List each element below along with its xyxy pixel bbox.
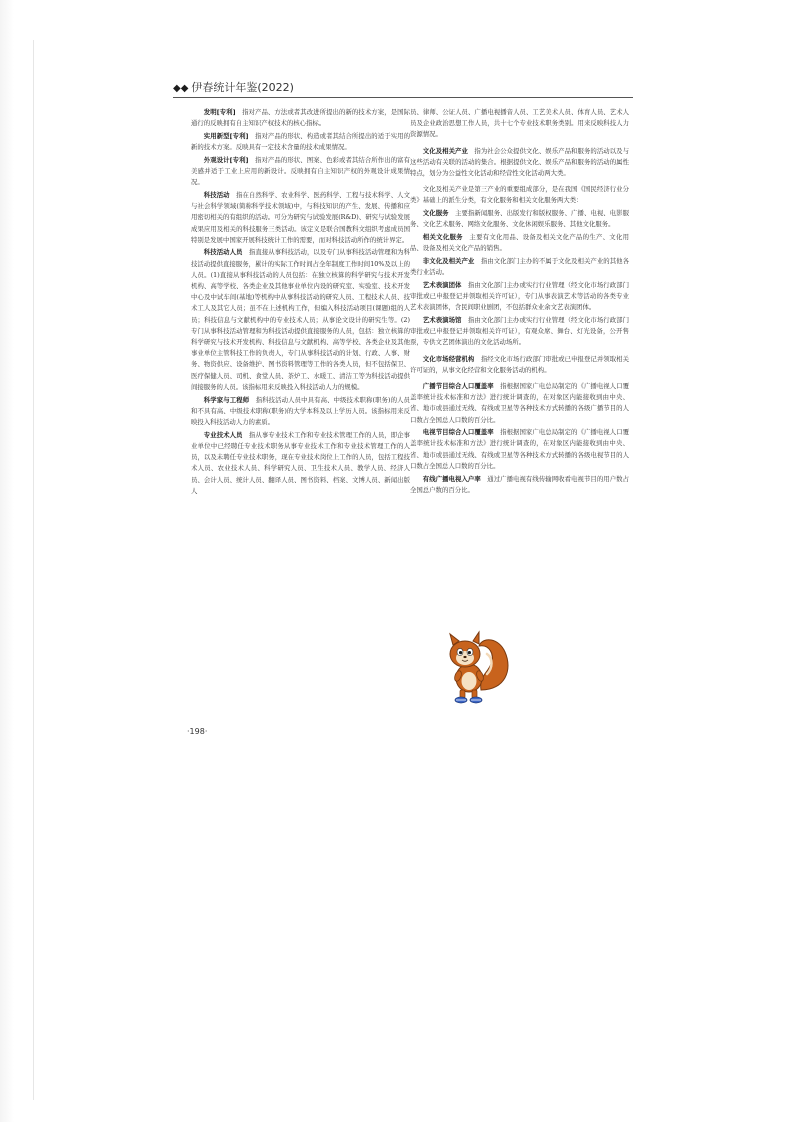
glossary-definition: 指对产品的形状、图案、色彩或者其结合所作出的富有美感并适于工业上应用的新设计。反映拥有自主知识产权的外观设计成果情况。 — [191, 155, 411, 187]
glossary-term: 艺术表演场馆 — [422, 315, 462, 324]
scan-edge-shadow — [0, 0, 14, 1122]
glossary-definition: 文化及相关产业是第三产业的重要组成部分，是在我国《国民经济行业分类》基础上的派生分类，有文化服务和相关文化服务两大类： — [410, 185, 629, 205]
glossary-definition: 主要指新闻服务、出版发行和版权服务、广播、电视、电影服务、文化艺术服务、网络文化服务、文化休闲娱乐服务、其他文化服务。 — [410, 209, 630, 229]
glossary-definition: 指经文化市场行政部门审批或已申报登记并领取相关许可证的，从事文化经营和文化服务活动的机构。 — [410, 354, 630, 374]
glossary-definition: 员、律师、公证人员、广播电视播音人员、工艺美术人员、体育人员、艺术人员及企业政治思想工作人员，共十七个专业技术职务类别。用来反映科技人力资源情况。 — [410, 108, 629, 139]
glossary-term: 文化市场经营机构 — [422, 354, 475, 363]
glossary-term: 相关文化服务 — [422, 233, 463, 242]
glossary-term: 科技活动人员 — [203, 248, 243, 257]
glossary-term: 非文化及相关产业 — [422, 256, 475, 265]
glossary-term: 文化及相关产业 — [422, 146, 468, 155]
glossary-definition: 指根据国家广电总局制定的《广播电视人口覆盖率统计技术标准和方法》进行统计调查的，在对象区内能接收到由中央、省、地市或县通过无线、有线或卫星等各种技术方式转播的各级电视节目的人口数占全国总人口数的百分比。 — [410, 428, 630, 470]
glossary-definition: 指从事专业技术工作和专业技术管理工作的人员，即企事业单位中已经聘任专业技术职务从事专业技术工作和专业技术管理工作的人员，以及未聘任专业技术职务，现在专业技术岗位上工作的人员，包括工程技术人员、农业技术人员、科学研究人员、卫生技术人员、教学人员、经济人员、会计人员、统计人员、翻译人员、图书资料、档案、文博人员、新闻出版人 — [191, 430, 411, 495]
glossary-term: 发明[专利] — [203, 108, 236, 116]
glossary-term: 艺术表演团体 — [422, 280, 462, 289]
glossary-entry — [410, 107, 629, 141]
left-text-column — [191, 107, 410, 498]
glossary-definition: 指由文化部门主办或实行行业管理（经文化市场行政部门审批或已申报登记并领取相关许可证），有观众席、舞台、灯光设备，公开售票，专供文艺团体演出的文化活动场所。 — [410, 315, 630, 347]
glossary-term: 有线广播电视入户率 — [422, 474, 481, 483]
glossary-definition: 主要有文化用品、设备及相关文化产品的生产、文化用品、设备及相关文化产品的销售。 — [410, 233, 630, 253]
glossary-term: 电视节目综合人口覆盖率 — [422, 428, 494, 437]
glossary-definition: 指在自然科学、农业科学、医药科学、工程与技术科学、人文与社会科学领域(简称科学技术领域)中，与科技知识的产生、发展、传播和应用密切相关的有组织的活动。可分为研究与试验发展(R&D)、研究与试验发展成果应用及相关的科技服务三类活动。该定义是联合国教科文组织考虑成员国特别是发展中国家开展科技统计工作的需要，而对科技活动所作的统计界定。 — [191, 190, 411, 244]
glossary-definition: 指根据国家广电总局制定的《广播电视人口覆盖率统计技术标准和方法》进行统计调查的，在对象区内能接收到由中央、省、地市或县通过无线、有线或卫星等各种技术方式转播的各级广播节目的人口数占全国总人口数的百分比。 — [410, 381, 630, 424]
glossary-entry — [191, 247, 410, 393]
glossary-entry — [410, 256, 629, 278]
glossary-definition: 指对产品的形状、构造或者其结合所提出的适于实用的新的技术方案。反映具有一定技术含量的技术成果情况。 — [191, 131, 411, 152]
glossary-entry — [410, 184, 629, 206]
glossary-entry — [191, 395, 410, 429]
glossary-definition: 指为社会公众提供文化、娱乐产品和服务的活动以及与这些活动有关联的活动的集合。根据提供文化、娱乐产品和服务的活动的属性特点，划分为公益性文化活动和经营性文化活动两大类。 — [410, 146, 630, 178]
glossary-term: 专业技术人员 — [203, 430, 243, 439]
glossary-entry — [410, 208, 629, 230]
glossary-entry — [191, 155, 410, 189]
diamond-ornament-icon: ◆◆ — [173, 83, 189, 94]
yearbook-title: 伊春统计年鉴(2022) — [191, 81, 294, 94]
glossary-term: 广播节目综合人口覆盖率 — [422, 381, 494, 390]
glossary-entry — [410, 354, 629, 376]
glossary-entry — [191, 430, 410, 497]
glossary-definition: 通过广播电视有线传输网收看电视节目的用户数占全国总户数的百分比。 — [410, 474, 630, 494]
header-rule — [173, 97, 633, 98]
glossary-entry — [410, 381, 629, 426]
running-header — [173, 80, 633, 96]
glossary-entry — [410, 427, 629, 472]
glossary-term: 外观设计[专利] — [203, 155, 249, 164]
glossary-definition: 指直接从事科技活动，以及专门从事科技活动管理和为科技活动提供直接服务，累计的实际工作时间占全年制度工作时间10%及以上的人员。(1)直接从事科技活动的人员包括：在独立核算的科学研究与技术开发机构、高等学校、各类企业及其他事业单位内设的研究室、实验室、技术开发中心及中试车间(基地)等机构中从事科技活动的研究人员、工程技术人员、技术工人及其它人员；虽不在上述机构工作，但编入科技活动项目(课题)组的人员；科技信息与文献机构中的专业技术人员；从事论文设计的研究生等。(2)专门从事科技活动管理和为科技活动提供直接服务的人员，包括：独立核算的科学研究与技术开发机构、科技信息与文献机构、高等学校、各类企业及其他事业单位主管科技工作的负责人，专门从事科技活动的计划、行政、人事、财务、物资供应、设备维护、图书资料管理等工作的各类人员，但不包括保卫、医疗保健人员、司机、食堂人员、茶炉工、水暖工、清洁工等为科技活动提供间接服务的人员。该指标用来反映投入科技活动人力的规模。 — [191, 248, 411, 391]
glossary-definition: 指由文化部门主办或实行行业管理（经文化市场行政部门审批或已申报登记并领取相关许可证），专门从事表演艺术等活动的各类专业艺术表演团体，含民间职业剧团，不包括群众业余文艺表演团体。 — [410, 280, 630, 312]
glossary-entry — [191, 107, 410, 129]
glossary-entry — [191, 131, 410, 153]
glossary-definition: 指科技活动人员中具有高、中级技术职称(职务)的人员和不具有高、中级技术职称(职务)的大学本科及以上学历人员。该指标用来反映投入科技活动人力的素质。 — [191, 395, 410, 426]
glossary-entry — [191, 190, 410, 246]
glossary-entry — [410, 315, 629, 349]
glossary-definition: 指由文化部门主办的不属于文化及相关产业的其他各类行业活动。 — [410, 256, 630, 277]
glossary-entry — [410, 474, 629, 496]
glossary-entry — [410, 232, 629, 254]
binding-edge-line — [33, 40, 34, 1100]
glossary-term: 科技活动 — [203, 190, 230, 199]
glossary-definition: 指对产品、方法或者其改进所提出的新的技术方案，是国际通行的反映拥有自主知识产权技术的核心指标。 — [191, 108, 411, 128]
glossary-term: 实用新型[专利] — [203, 131, 249, 140]
squirrel-mascot-icon — [435, 630, 515, 708]
page-number: ·198· — [187, 727, 208, 736]
right-text-column — [410, 107, 629, 498]
glossary-term: 科学家与工程师 — [203, 395, 250, 404]
glossary-term: 文化服务 — [422, 209, 449, 218]
glossary-entry — [410, 280, 629, 314]
glossary-entry — [410, 146, 629, 180]
